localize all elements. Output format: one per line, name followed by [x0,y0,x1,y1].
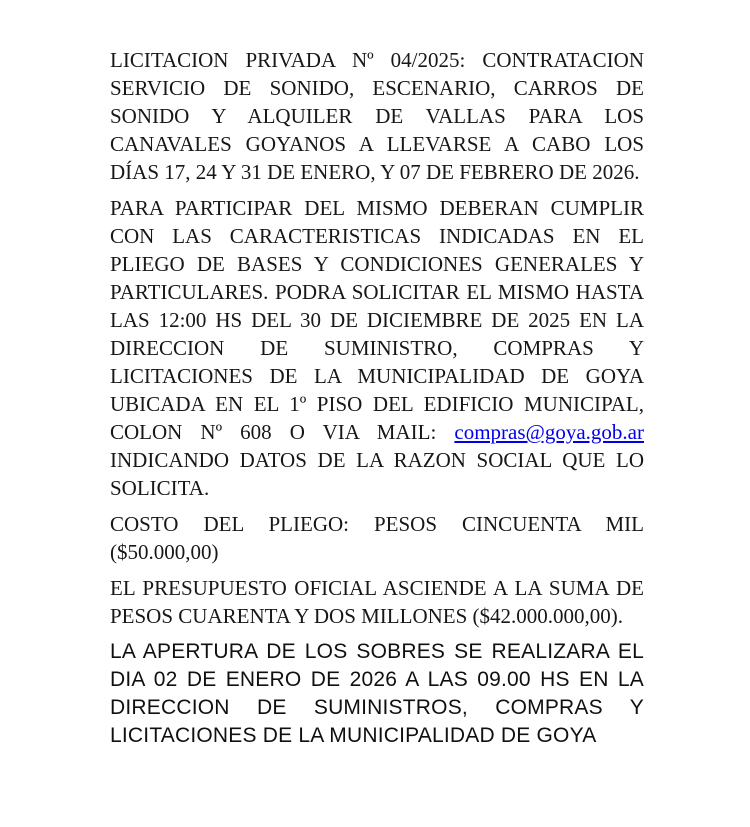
email-link[interactable]: compras@goya.gob.ar [454,420,644,444]
paragraph-text-after-link: INDICANDO DATOS DE LA RAZON SOCIAL QUE LO SOLICITA. [110,448,644,500]
paragraph-participation-requirements [110,194,644,502]
paragraph-text-before-link: PARA PARTICIPAR DEL MISMO DEBERAN CUMPLIR CON LAS CARACTERISTICAS INDICADAS EN EL PLIEGO DE BASES Y CONDICIONES GENERALES Y PARTICULARES. PODRA SOLICITAR EL MISMO HASTA LAS 12:00 HS DEL 30 DE DICIEMBRE DE 2025 EN LA DIRECCION DE SUMINISTRO, COMPRAS Y LICITACIONES DE LA MUNICIPALIDAD DE GOYA UBICADA EN EL 1º PISO DEL EDIFICIO MUNICIPAL, COLON Nº 608 O VIA MAIL: [110,196,644,444]
paragraph-presupuesto-oficial: EL PRESUPUESTO OFICIAL ASCIENDE A LA SUMA DE PESOS CUARENTA Y DOS MILLONES ($42.000.000,00). [110,576,644,628]
paragraph-costo-pliego: COSTO DEL PLIEGO: PESOS CINCUENTA MIL ($50.000,00) [110,512,644,564]
document-body [110,46,644,758]
paragraph-licitacion-title: LICITACION PRIVADA Nº 04/2025: CONTRATACION SERVICIO DE SONIDO, ESCENARIO, CARROS DE SONIDO Y ALQUILER DE VALLAS PARA LOS CANAVALES GOYANOS A LLEVARSE A CABO LOS DÍAS 17, 24 Y 31 DE ENERO, Y 07 DE FEBRERO DE 2026. [110,48,644,184]
paragraph-apertura-sobres: LA APERTURA DE LOS SOBRES SE REALIZARA EL DIA 02 DE ENERO DE 2026 A LAS 09.00 HS EN LA DIRECCION DE SUMINISTROS, COMPRAS Y LICITACIONES DE LA MUNICIPALIDAD DE GOYA [110,640,644,747]
